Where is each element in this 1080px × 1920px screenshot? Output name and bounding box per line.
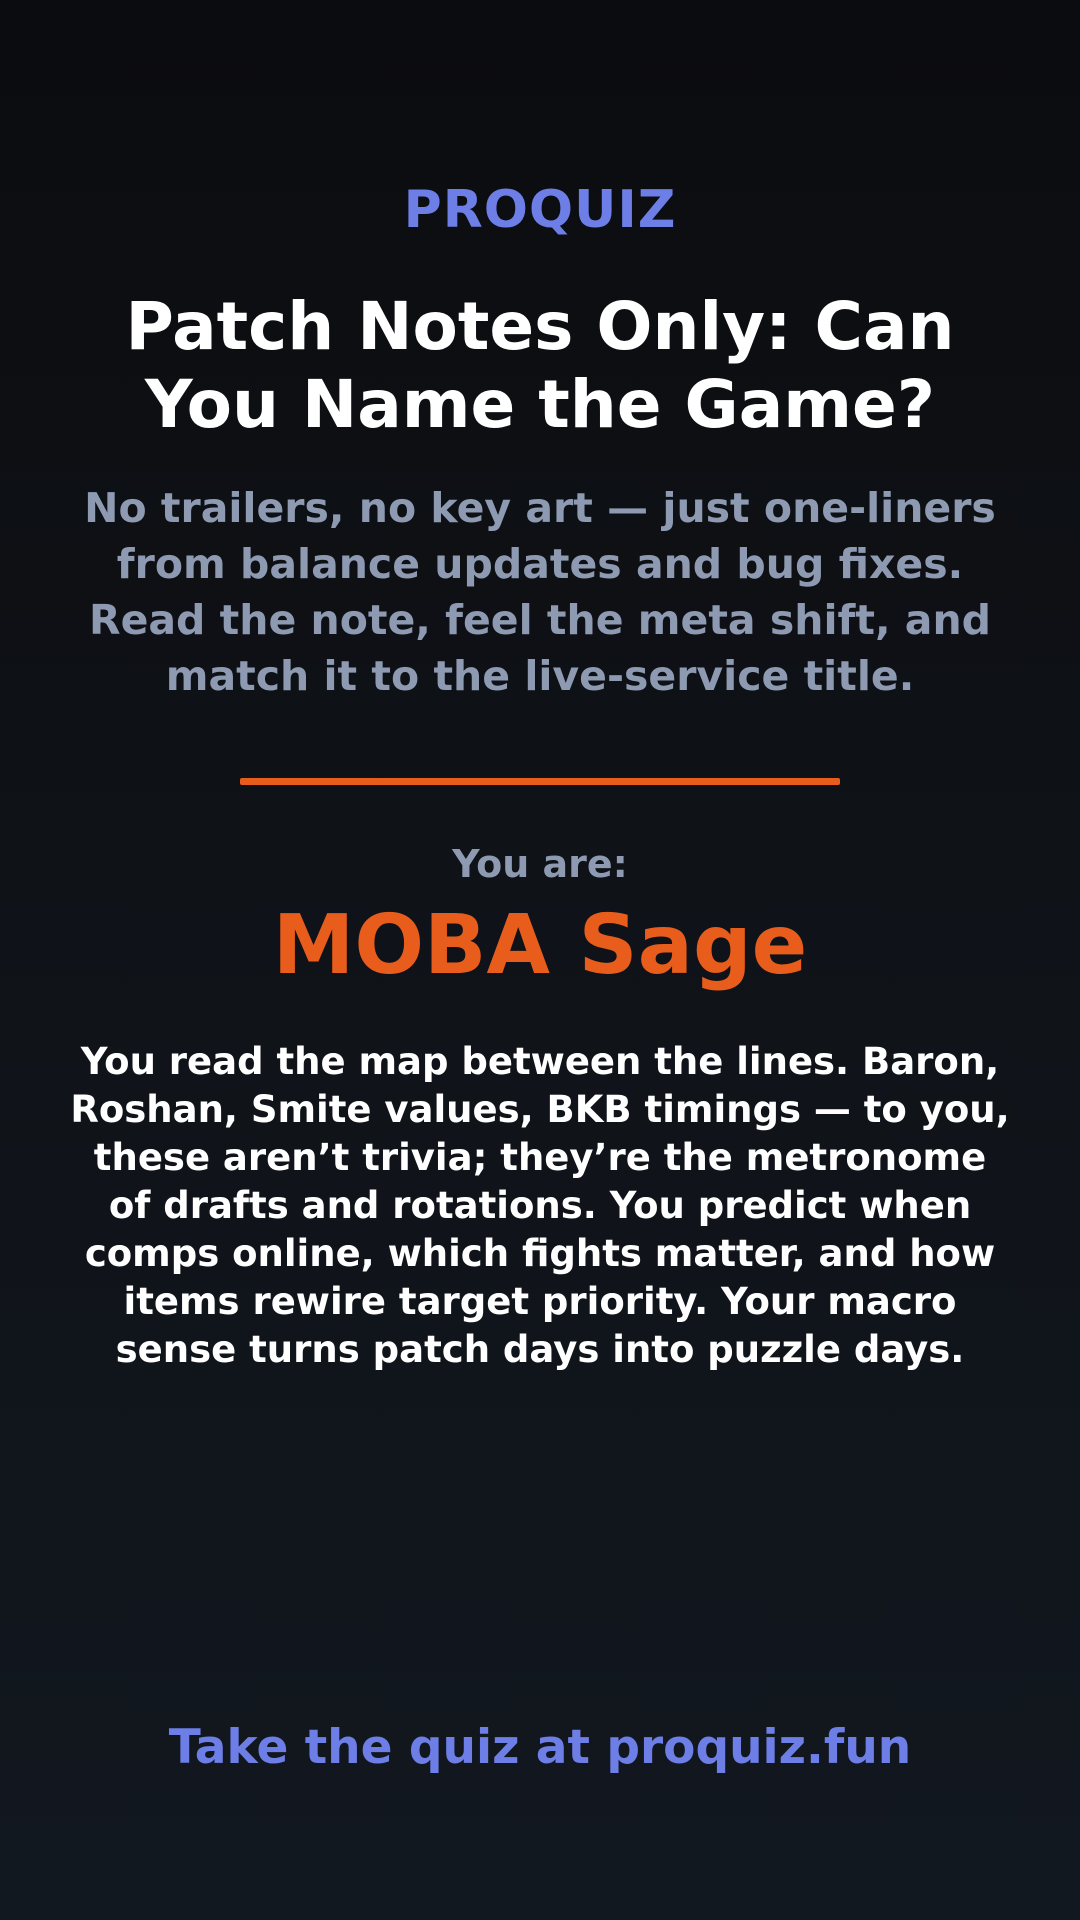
quiz-title: Patch Notes Only: Can You Name the Game? (125, 288, 955, 443)
cta-link[interactable]: Take the quiz at proquiz.fun (168, 1720, 912, 1775)
section-divider (240, 778, 840, 785)
brand-logo-text: PROQUIZ (403, 180, 677, 240)
result-name: MOBA Sage (272, 898, 808, 993)
result-description: You read the map between the lines. Baron, Roshan, Smite values, BKB timings — to you, these aren’t trivia; they’re the metronome of drafts and rotations. You predict when comps online, which fights matter, and how items rewire target priority. Your macro sense turns patch days into puzzle days. (70, 1040, 1010, 1371)
result-prefix: You are: (452, 842, 628, 886)
quiz-subtitle: No trailers, no key art — just one-liners from balance updates and bug fixes. Read the note, feel the meta shift, and match it to the live-service title. (84, 484, 996, 700)
